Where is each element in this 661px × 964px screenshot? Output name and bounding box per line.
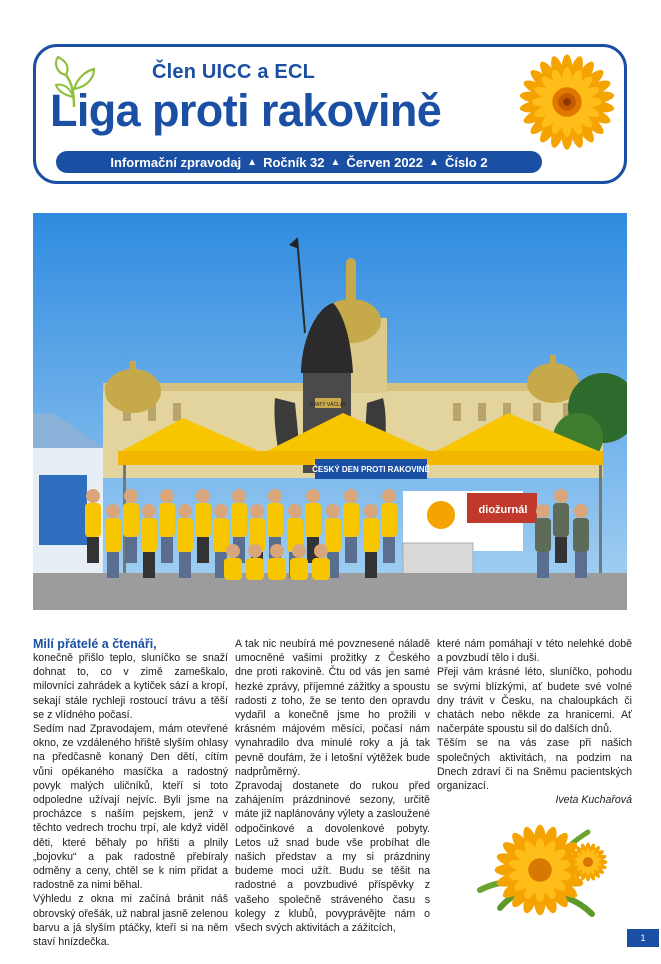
person-figure [159,489,175,563]
separator-icon: ▲ [247,156,258,168]
person-figure [141,504,157,578]
article-column-2 [235,637,430,935]
person-figure [573,504,589,578]
person-figure [177,504,193,578]
article-headline: Milí přátelé a čtenáři, [33,637,157,651]
person-figure [105,504,121,578]
article-paragraph: Sedím nad Zpravodajem, mám otevřené okno, ze vzdáleného hřiště slyším ohlasy na předčasně konaný Den dětí, cítím vůni opékaného masíčka a radostný povyk malých uličníků, kteří si toto odpoledne užívají nejvíc. Byli jsme na procházce s naším pejskem, jenž v těchto vedrech trochu trpí, ale když viděl děti, které běhaly po hřišti a plnily „bojovku“ a pak radostně přebíraly odměny a ceny, chtěl se k nim přidat a radostně za nimi běhal. [33,723,228,892]
person-figure [290,544,308,580]
article-paragraph: Přeji vám krásné léto, sluníčko, pohodu se svými blízkými, ať budete své volné dny trávit v Česku, na chaloupkách či chatách nebo někde za hranicemi. Ať načerpáte spoustu sil do dalších dnů. [437,666,632,736]
radio-sign-text: diožurnál [478,504,528,516]
person-figure [381,489,397,563]
article-column-3 [437,637,632,807]
marigold-flowers-image [470,820,610,920]
person-figure [343,489,359,563]
issue-info-bar [56,151,542,173]
person-figure [123,489,139,563]
member-line: Člen UICC a ECL [152,61,316,83]
person-figure [224,544,242,580]
person-figure [85,489,101,563]
person-figure [312,544,330,580]
person-figure [195,489,211,563]
info-type: Informační zpravodaj [110,154,242,170]
info-volume: Ročník 32 [263,154,325,170]
person-figure [268,544,286,580]
marigold-flower-icon [518,53,616,151]
masthead-title: Liga proti rakovině [50,85,442,136]
separator-icon: ▲ [429,156,439,168]
event-photo-illustration [33,213,627,610]
article-paragraph: Zpravodaj dostanete do rukou před zahájením prázdninové sezony, určitě máte již naplánovány výlety a zasloužené odpočinkové a dovolenkové pobyty. Letos už snad bude vše probíhat dle našich představ a my si prázdniny budeme moci užít. Budu se těšit na radostné a povzbudivé příspěvky z vašeho společně stráveného času s kolegy z klubů, povyprávějte nám o všech svých aktivitách a zážitcích, [235,780,430,935]
person-figure [553,489,569,563]
page-number: 1 [627,929,659,947]
event-photo [33,213,627,610]
statue-plaque: SVATÝ VÁCLAV [309,402,347,408]
person-figure [535,504,551,578]
masthead [33,44,627,184]
separator-icon: ▲ [330,156,341,168]
person-figure [246,544,264,580]
info-date: Červen 2022 [346,154,424,170]
author-signature: Iveta Kuchařová [555,794,632,807]
info-issue: Číslo 2 [444,154,488,170]
event-banner-text: ČESKÝ DEN PROTI RAKOVINĚ [312,465,430,474]
article-paragraph: které nám pomáhají v této nelehké době a povzbudí tělo i duši. [437,638,632,665]
person-figure [363,504,379,578]
article-paragraph: Výhledu z okna mi začíná bránit náš obrovský ořešák, už nabral jasně zelenou barvu a já slyším ptáčky, kteří si na něm staví hnízdečka. [33,893,228,949]
article-paragraph: konečně přišlo teplo, sluníčko se snaží dohnat to, co v zimě zameškalo, milovníci zahrádek a kytiček sází a kropí, sekají stále rychleji rostoucí trávu a těší se z vlídného počasí. [33,652,228,721]
article-column-1 [33,637,228,949]
article-paragraph: Těším se na vás zase při našich společných aktivitách, na podzim na Dnech zdraví či na Sněmu pacientských organizací. [437,737,632,793]
article-paragraph: A tak nic neubírá mé povznesené náladě umocněné vašimi prožitky z Českého dne proti rakovině. Čtu od vás jen samé hezké zprávy, příjemné zážitky a spoustu radosti z toho, že se tento den opravdu vydařil a konečně jsme ho prožili v krásném májovém měsíci, počasí nám vynahradilo dva minulé roky a já tak pevně doufám, že i letošní výtěžek bude nadprůměrný. [235,638,430,778]
